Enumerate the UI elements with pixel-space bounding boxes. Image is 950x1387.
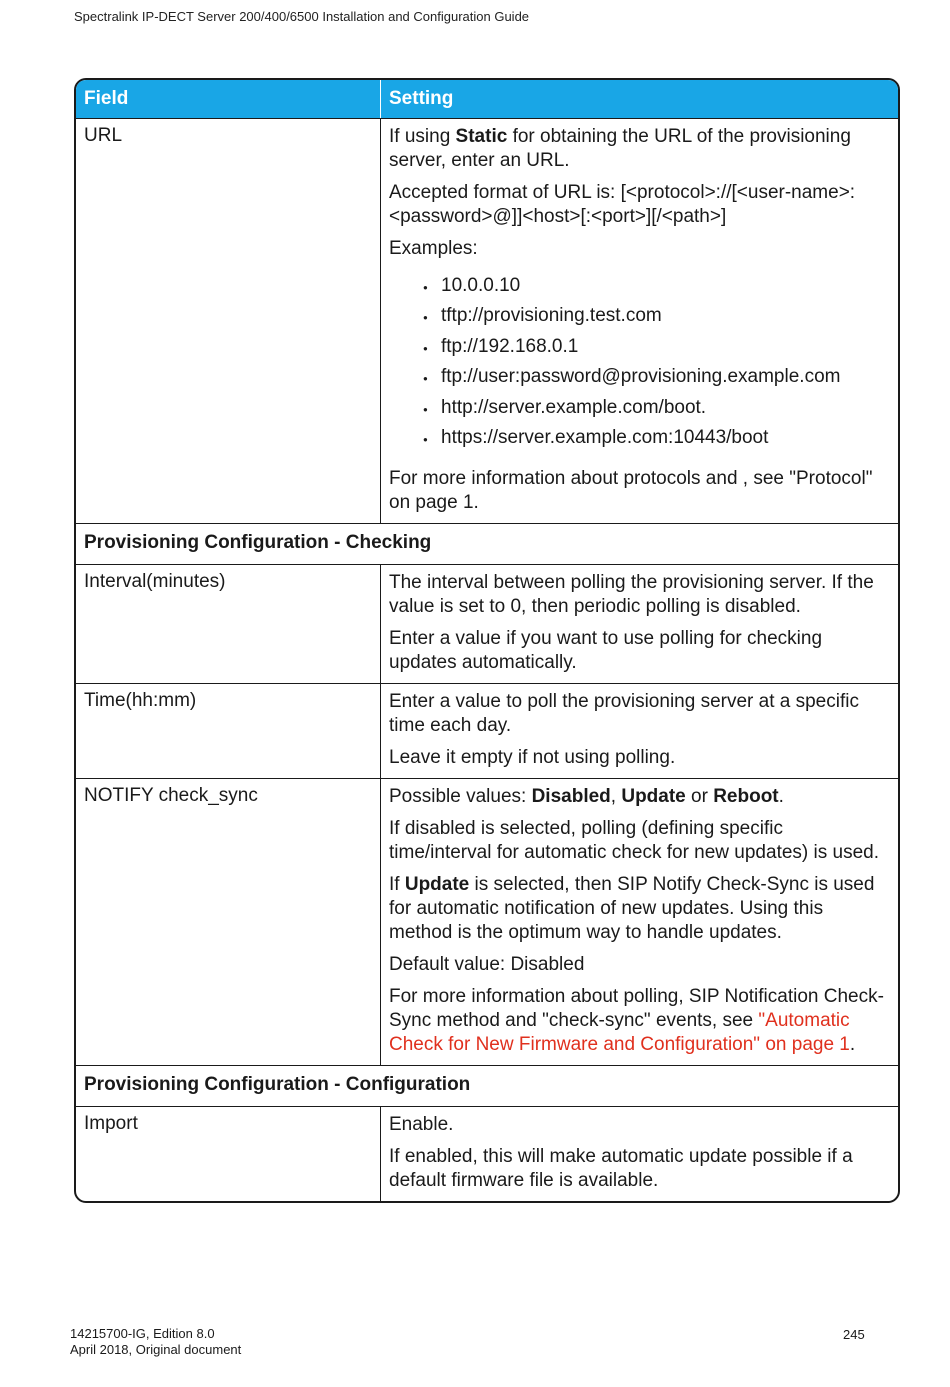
time-description: Enter a value to poll the provisioning server at a specific time each day. xyxy=(389,691,859,737)
url-more-info: For more information about protocols and , see "Protocol" on page 1. xyxy=(389,468,873,514)
list-item: ● tftp://provisioning.test.com xyxy=(441,301,890,331)
table-row-notify xyxy=(76,778,898,1065)
notify-default: Default value: Disabled xyxy=(389,954,585,976)
setting-interval xyxy=(380,565,898,683)
field-import: Import xyxy=(84,1113,138,1135)
table-header-row xyxy=(76,80,898,118)
table-row-url xyxy=(76,118,898,523)
table-row-interval xyxy=(76,564,898,683)
notify-more-info: For more information about polling, SIP Notification Check-Sync method and "check-sync" events, see "Automatic Check for New Firmware and Configuration" on page 1. xyxy=(389,986,884,1056)
section-checking: Provisioning Configuration - Checking xyxy=(76,523,898,564)
notify-values: Possible values: Disabled, Update or Reboot. xyxy=(389,786,784,808)
import-value: Enable. xyxy=(389,1114,454,1136)
url-examples-label: Examples: xyxy=(389,238,478,259)
url-format: Accepted format of URL is: [<protocol>://[<user-name>:<password>@]]<host>[:<port>][/<path>] xyxy=(389,182,856,227)
time-hint: Leave it empty if not using polling. xyxy=(389,747,676,769)
notify-disabled-info: If disabled is selected, polling (defining specific time/interval for automatic check for new updates) is used. xyxy=(389,818,880,864)
settings-table xyxy=(74,78,900,1203)
page-number: 245 xyxy=(843,1327,865,1342)
table-row-time xyxy=(76,683,898,778)
field-notify: NOTIFY check_sync xyxy=(84,785,258,807)
url-examples-list xyxy=(389,271,890,453)
url-description: If using Static for obtaining the URL of the provisioning server, enter an URL. xyxy=(389,126,851,171)
import-description: If enabled, this will make automatic update possible if a default firmware file is available. xyxy=(389,1146,853,1192)
interval-hint: Enter a value if you want to use polling for checking updates automatically. xyxy=(389,628,823,674)
notify-update-info: If Update is selected, then SIP Notify Check-Sync is used for automatic notification of new updates. Using this method is the optimum way to handle updates. xyxy=(389,874,875,944)
footer-doc-info xyxy=(70,1326,241,1358)
running-header: Spectralink IP-DECT Server 200/400/6500 Installation and Configuration Guide xyxy=(74,9,530,24)
list-item: ● 10.0.0.10 xyxy=(441,271,890,301)
field-interval: Interval(minutes) xyxy=(84,571,226,593)
setting-import xyxy=(380,1107,898,1201)
list-item: ● ftp://user:password@provisioning.example.com xyxy=(441,362,890,392)
setting-notify xyxy=(380,779,898,1065)
setting-url xyxy=(380,119,898,523)
footer-date: April 2018, Original document xyxy=(70,1342,242,1357)
list-item: ● http://server.example.com/boot. xyxy=(441,393,890,423)
table-row-import xyxy=(76,1106,898,1201)
list-item: ● https://server.example.com:10443/boot xyxy=(441,423,890,453)
column-header-field: Field xyxy=(84,88,129,109)
automatic-check-link[interactable]: "Automatic Check for New Firmware and Configuration" on page 1 xyxy=(389,1010,850,1056)
field-time: Time(hh:mm) xyxy=(84,690,197,712)
section-configuration: Provisioning Configuration - Configuration xyxy=(76,1065,898,1106)
column-header-setting: Setting xyxy=(380,80,898,118)
interval-description: The interval between polling the provisioning server. If the value is set to 0, then periodic polling is disabled. xyxy=(389,572,874,618)
footer-doc-id: 14215700-IG, Edition 8.0 xyxy=(70,1326,215,1341)
setting-time xyxy=(380,684,898,778)
field-url: URL xyxy=(84,125,123,146)
list-item: ● ftp://192.168.0.1 xyxy=(441,332,890,362)
